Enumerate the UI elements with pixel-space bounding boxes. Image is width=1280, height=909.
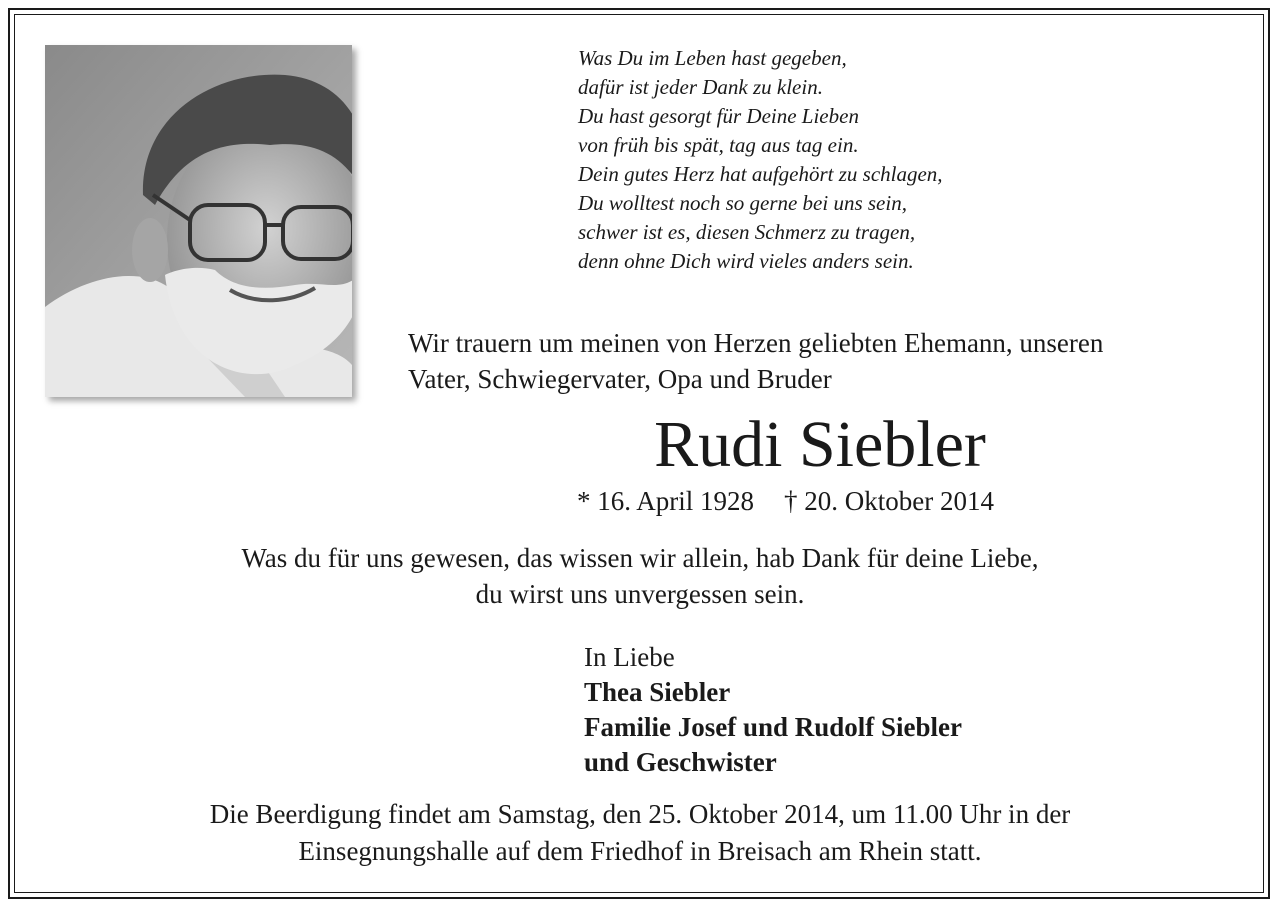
signature-opening: In Liebe [584, 642, 675, 672]
funeral-notice [80, 796, 1200, 870]
mourning-intro [408, 325, 1258, 397]
intro-line: Wir trauern um meinen von Herzen geliebten Ehemann, unseren [408, 328, 1104, 358]
death-date: † 20. Oktober 2014 [784, 486, 994, 516]
poem-line: Du wolltest noch so gerne bei uns sein, [578, 191, 907, 215]
memorial-quote [140, 540, 1140, 612]
family-signature [584, 640, 962, 780]
poem-line: Du hast gesorgt für Deine Lieben [578, 104, 859, 128]
signature-name: Thea Siebler [584, 677, 731, 707]
signature-name: und Geschwister [584, 747, 777, 777]
quote-line: du wirst uns unvergessen sein. [475, 579, 805, 609]
deceased-name: Rudi Siebler [654, 408, 986, 481]
signature-name: Familie Josef und Rudolf Siebler [584, 712, 963, 742]
poem-line: von früh bis spät, tag aus tag ein. [578, 133, 859, 157]
portrait-photo [45, 45, 352, 397]
birth-date: * 16. April 1928 [577, 486, 755, 516]
funeral-line: Einsegnungshalle auf dem Friedhof in Breisach am Rhein statt. [298, 836, 982, 866]
poem-line: denn ohne Dich wird vieles anders sein. [578, 249, 914, 273]
poem-line: Was Du im Leben hast gegeben, [578, 46, 847, 70]
intro-line: Vater, Schwiegervater, Opa und Bruder [408, 364, 832, 394]
poem [578, 44, 1178, 276]
funeral-line: Die Beerdigung findet am Samstag, den 25. Oktober 2014, um 11.00 Uhr in der [209, 799, 1071, 829]
poem-line: Dein gutes Herz hat aufgehört zu schlagen, [578, 162, 943, 186]
quote-line: Was du für uns gewesen, das wissen wir allein, hab Dank für deine Liebe, [241, 543, 1039, 573]
poem-line: schwer ist es, diesen Schmerz zu tragen, [578, 220, 916, 244]
poem-line: dafür ist jeder Dank zu klein. [578, 75, 823, 99]
life-dates [577, 483, 994, 519]
